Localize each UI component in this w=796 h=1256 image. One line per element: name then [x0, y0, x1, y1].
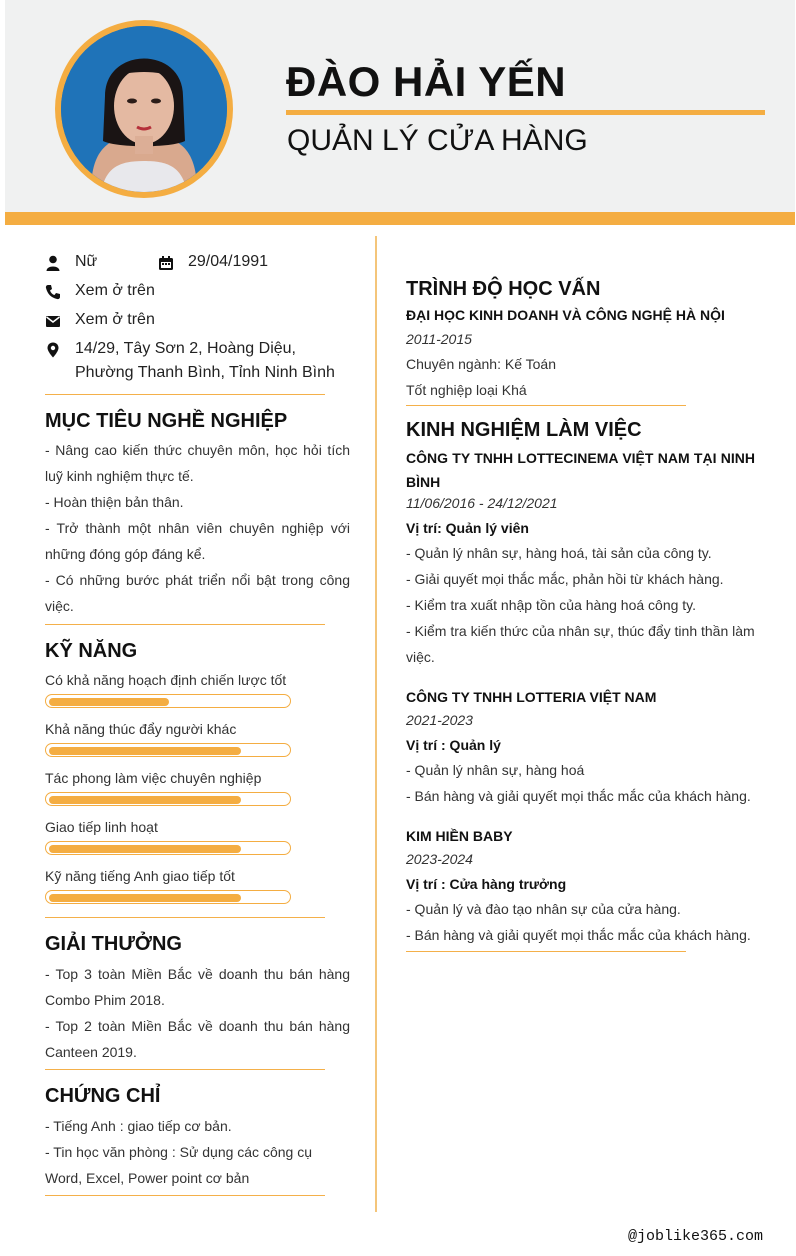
job-position: Vị trí : Quản lý: [406, 737, 501, 753]
education-title: TRÌNH ĐỘ HỌC VẤN: [406, 278, 601, 300]
skill-bar: [45, 743, 291, 757]
experience-title: KINH NGHIỆM LÀM VIỆC: [406, 419, 642, 441]
location-pin-icon: [45, 342, 61, 358]
skill-bar-fill: [49, 845, 241, 853]
job-period: 11/06/2016 - 24/12/2021: [406, 495, 558, 511]
skill-bar: [45, 890, 291, 904]
profile-photo: [61, 26, 227, 192]
skill-bar-fill: [49, 698, 169, 706]
job-duties: [406, 757, 755, 809]
award-line: - Top 3 toàn Miền Bắc về doanh thu bán hàng Combo Phim 2018.: [45, 966, 350, 1008]
divider: [45, 624, 325, 625]
duty-line: - Kiểm tra kiến thức của nhân sự, thúc đẩy tinh thần làm việc.: [406, 623, 755, 665]
skill-label: Tác phong làm việc chuyên nghiệp: [45, 770, 262, 786]
job-company: CÔNG TY TNHH LOTTECINEMA VIỆT NAM TẠI NINH BÌNH: [406, 450, 755, 490]
divider: [45, 1195, 325, 1196]
skill-bar: [45, 694, 291, 708]
skill-bar-fill: [49, 747, 241, 755]
objective-line: - Hoàn thiện bản thân.: [45, 494, 184, 510]
user-icon: [45, 255, 61, 271]
objective-line: - Có những bước phát triển nổi bật trong công việc.: [45, 572, 350, 614]
education-major: Chuyên ngành: Kế Toán: [406, 356, 556, 372]
skill-label: Giao tiếp linh hoạt: [45, 819, 158, 835]
duty-line: - Kiểm tra xuất nhập tồn của hàng hoá công ty.: [406, 597, 697, 613]
duty-line: - Quản lý và đào tạo nhân sự của cửa hàng.: [406, 901, 681, 917]
duty-line: - Bán hàng và giải quyết mọi thắc mắc của khách hàng.: [406, 927, 751, 943]
skill-label: Kỹ năng tiếng Anh giao tiếp tốt: [45, 868, 235, 884]
objective-text: [45, 437, 350, 619]
name-underline: [286, 110, 765, 115]
phone-row: [45, 282, 155, 303]
column-divider: [375, 236, 377, 1212]
watermark: @joblike365.com: [628, 1228, 764, 1245]
candidate-name: ĐÀO HẢI YẾN: [286, 58, 567, 105]
divider: [406, 405, 686, 406]
email-value: Xem ở trên: [75, 311, 155, 328]
skill-bar: [45, 792, 291, 806]
job-duties: [406, 896, 755, 948]
objective-line: - Nâng cao kiến thức chuyên môn, học hỏi tích luỹ kinh nghiệm thực tế.: [45, 442, 350, 484]
skills-title: KỸ NĂNG: [45, 640, 138, 662]
divider: [45, 1069, 325, 1070]
education-grade: Tốt nghiệp loại Khá: [406, 382, 527, 398]
certificate-line: - Tin học văn phòng : Sử dụng các công cụ Word, Excel, Power point cơ bản: [45, 1144, 312, 1186]
objective-line: - Trở thành một nhân viên chuyên nghiệp với những đóng góp đáng kể.: [45, 520, 350, 562]
email-row: [45, 311, 155, 332]
phone-icon: [45, 284, 61, 300]
duty-line: - Quản lý nhân sự, hàng hoá: [406, 762, 585, 778]
duty-line: - Giải quyết mọi thắc mắc, phản hồi từ khách hàng.: [406, 571, 724, 587]
school-name: ĐẠI HỌC KINH DOANH VÀ CÔNG NGHỆ HÀ NỘI: [406, 307, 725, 323]
gender-row: [45, 253, 268, 274]
duty-line: - Quản lý nhân sự, hàng hoá, tài sản của công ty.: [406, 545, 712, 561]
job-position: Vị trí: Quản lý viên: [406, 520, 529, 536]
mail-icon: [45, 313, 61, 329]
skill-bar: [45, 841, 291, 855]
duty-line: - Bán hàng và giải quyết mọi thắc mắc của khách hàng.: [406, 788, 751, 804]
address-value: 14/29, Tây Sơn 2, Hoàng Diệu, Phường Thanh Bình, Tỉnh Ninh Bình: [75, 340, 335, 381]
award-line: - Top 2 toàn Miền Bắc về doanh thu bán hàng Canteen 2019.: [45, 1018, 350, 1060]
job-duties: [406, 540, 755, 670]
job-company: CÔNG TY TNHH LOTTERIA VIỆT NAM: [406, 689, 657, 705]
certificates-text: [45, 1113, 350, 1191]
education-period: 2011-2015: [406, 331, 472, 347]
address-row: [45, 340, 350, 385]
skill-label: Có khả năng hoạch định chiến lược tốt: [45, 672, 287, 688]
job-position: Vị trí : Cửa hàng trưởng: [406, 876, 567, 892]
phone-value: Xem ở trên: [75, 282, 155, 299]
skill-bar-fill: [49, 796, 241, 804]
header-accent-bar: [5, 212, 795, 225]
gender-value: Nữ: [75, 253, 98, 270]
certificates-title: CHỨNG CHỈ: [45, 1085, 161, 1107]
job-period: 2021-2023: [406, 712, 473, 728]
divider: [406, 951, 686, 952]
objective-title: MỤC TIÊU NGHỀ NGHIỆP: [45, 410, 288, 432]
divider: [45, 394, 325, 395]
certificate-line: - Tiếng Anh : giao tiếp cơ bản.: [45, 1118, 232, 1134]
divider: [45, 917, 325, 918]
skill-bar-fill: [49, 894, 241, 902]
awards-title: GIẢI THƯỞNG: [45, 933, 182, 955]
job-title: QUẢN LÝ CỬA HÀNG: [287, 124, 588, 157]
birthday-value: 29/04/1991: [188, 253, 269, 270]
job-period: 2023-2024: [406, 851, 473, 867]
calendar-icon: [158, 255, 174, 271]
avatar: [55, 20, 233, 198]
job-company: KIM HIỀN BABY: [406, 828, 513, 844]
awards-text: [45, 961, 350, 1065]
skill-label: Khả năng thúc đẩy người khác: [45, 721, 237, 737]
